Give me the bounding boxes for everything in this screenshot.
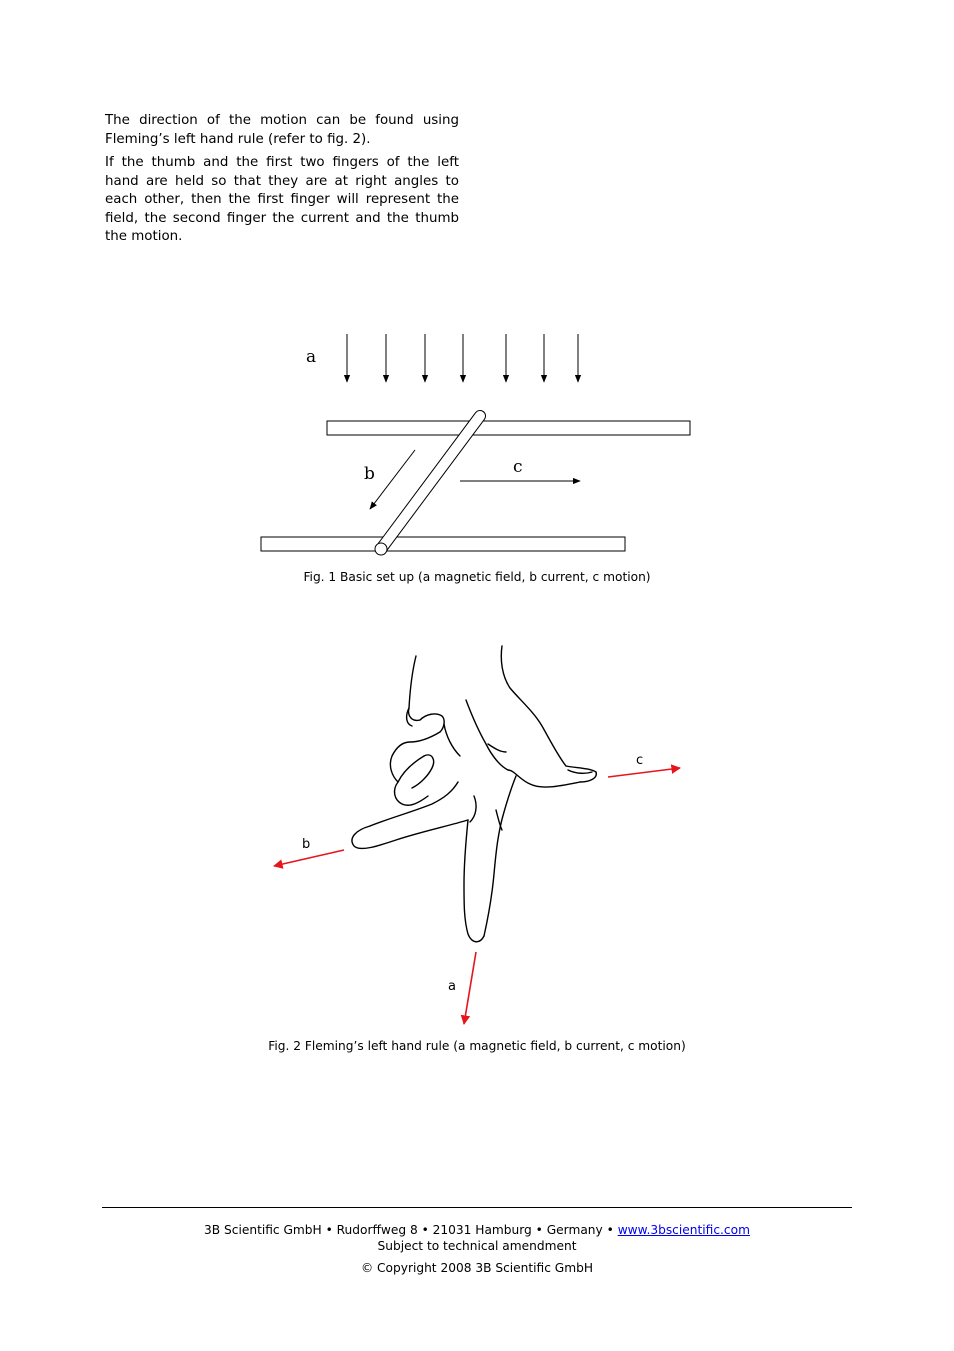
hand-sketch: [352, 646, 596, 942]
current-arrow-b: [274, 850, 344, 866]
footer-address-line: [0, 1222, 954, 1238]
website-link[interactable]: www.3bscientific.com: [617, 1223, 750, 1237]
intro-paragraph-1: The direction of the motion can be found using Fleming’s left hand rule (refer to fig. 2).: [105, 113, 459, 147]
label-b: b: [364, 464, 375, 484]
field-arrow-a: [464, 952, 476, 1024]
figure-2-caption: Fig. 2 Fleming’s left hand rule (a magnetic field, b current, c motion): [268, 1039, 686, 1053]
label-a: a: [306, 347, 317, 367]
footer-divider: [102, 1207, 852, 1208]
intro-paragraph-2: If the thumb and the first two fingers of the left hand are held so that they are at right angles to each other, then the first finger will represent the field, the second finger the current and the thumb the motion.: [105, 155, 459, 244]
footer-company: 3B Scientific GmbH • Rudorffweg 8 • 21031 Hamburg • Germany •: [204, 1223, 618, 1237]
footer-amendment: Subject to technical amendment: [377, 1239, 577, 1253]
footer-copyright: © Copyright 2008 3B Scientific GmbH: [360, 1261, 594, 1275]
label-c: c: [636, 753, 644, 768]
figure-1-caption: Fig. 1 Basic set up (a magnetic field, b current, c motion): [303, 570, 651, 584]
motion-arrow-c: [608, 768, 680, 777]
label-b: b: [302, 837, 311, 852]
label-c: c: [513, 457, 523, 477]
label-a: a: [448, 979, 456, 994]
